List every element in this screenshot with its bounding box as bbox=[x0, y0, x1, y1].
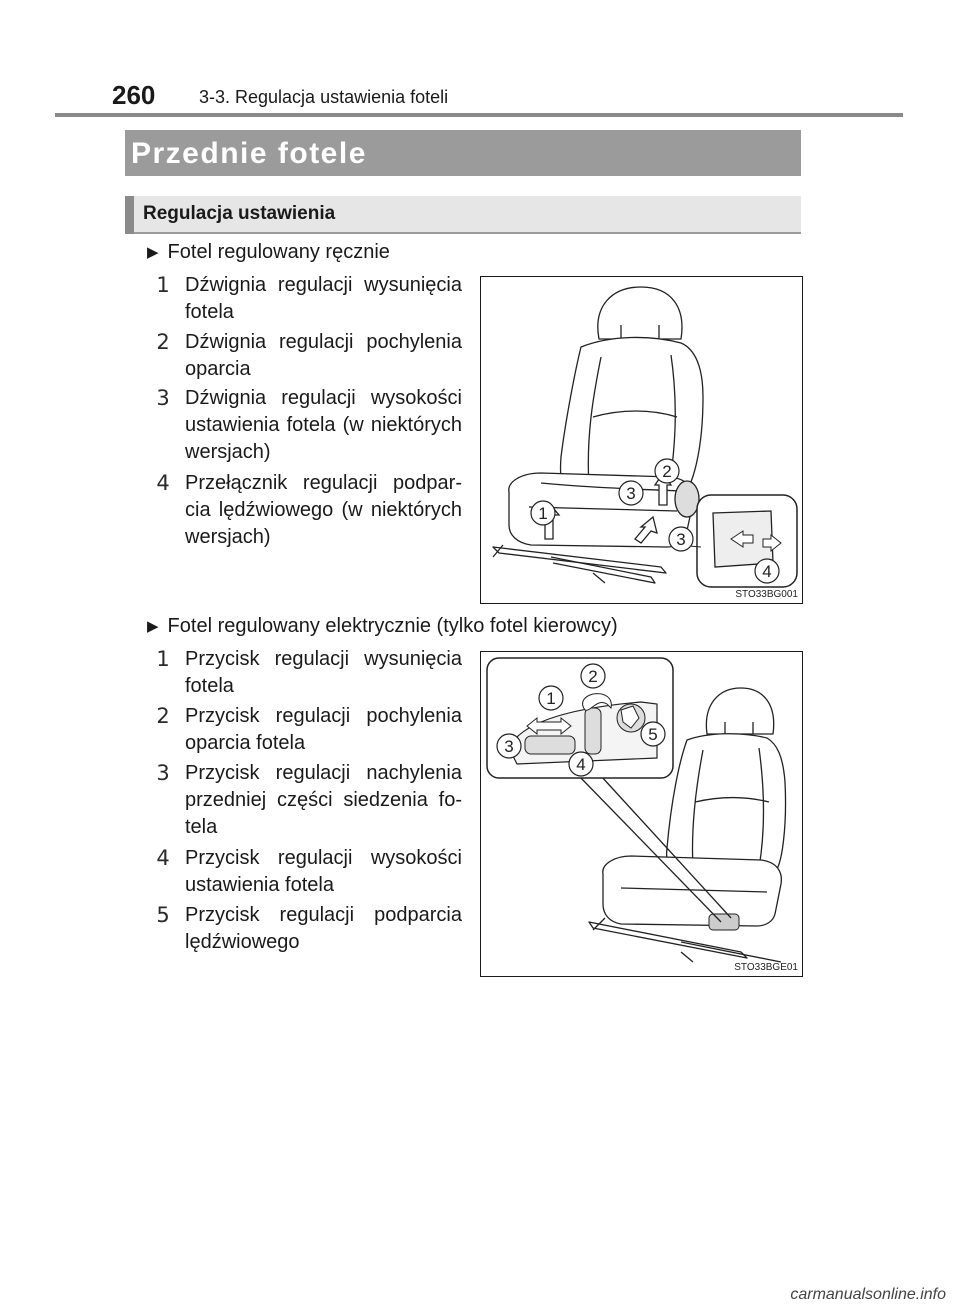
manual-seat-illustration bbox=[481, 277, 802, 603]
fig2-callout: 5 bbox=[648, 725, 658, 744]
fig2-callout: 1 bbox=[546, 689, 556, 708]
power-item-1 bbox=[150, 646, 462, 700]
callout-number: 3 bbox=[156, 761, 170, 785]
subtitle-accent bbox=[125, 196, 134, 234]
power-item-3 bbox=[150, 760, 462, 841]
callout-number: 5 bbox=[156, 903, 170, 927]
power-item-4 bbox=[150, 845, 462, 899]
manual-item-2 bbox=[150, 329, 462, 383]
manual-item-text: Dźwignia regulacji wysokości ustawienia fotela (w niektórych wersjach) bbox=[185, 387, 462, 463]
page-number: 260 bbox=[112, 80, 156, 110]
fig1-callout: 2 bbox=[662, 462, 672, 481]
manual-item-4 bbox=[150, 470, 462, 551]
manual-seat-figure bbox=[480, 276, 803, 604]
power-item-text: Przycisk regulacji wysokości ustawienia fotela bbox=[185, 847, 462, 896]
power-seat-heading-text: Fotel regulowany elektrycznie (tylko fotel kierowcy) bbox=[167, 615, 618, 637]
manual-item-3 bbox=[150, 385, 462, 466]
manual-item-text: Dźwignia regulacji wysunięcia fotela bbox=[185, 274, 462, 323]
power-item-2 bbox=[150, 703, 462, 757]
power-item-text: Przycisk regulacji pochylenia oparcia fotela bbox=[185, 705, 462, 754]
callout-number: 2 bbox=[156, 704, 170, 728]
power-item-5 bbox=[150, 902, 462, 956]
footer-watermark: carmanualsonline.info bbox=[790, 1286, 946, 1303]
power-item-text: Przycisk regulacji nachylenia przedniej części siedzenia fo-tela bbox=[185, 762, 462, 838]
manual-item-1 bbox=[150, 272, 462, 326]
fig1-callout: 3 bbox=[676, 530, 686, 549]
callout-number: 3 bbox=[156, 386, 170, 410]
callout-number: 1 bbox=[156, 273, 170, 297]
bullet-triangle-icon: ▶ bbox=[147, 618, 159, 635]
callout-number: 2 bbox=[156, 330, 170, 354]
header-rule bbox=[55, 113, 903, 117]
fig1-callout: 3 bbox=[626, 484, 636, 503]
fig2-callout: 2 bbox=[588, 667, 598, 686]
manual-seat-heading-text: Fotel regulowany ręcznie bbox=[167, 241, 390, 263]
figure-code: STO33BGE01 bbox=[734, 962, 798, 973]
power-item-text: Przycisk regulacji podparcia lędźwiowego bbox=[185, 904, 462, 953]
fig1-callout: 4 bbox=[762, 562, 772, 581]
fig1-callout: 1 bbox=[538, 504, 548, 523]
callout-number: 4 bbox=[156, 846, 170, 870]
callout-number: 4 bbox=[156, 471, 170, 495]
power-seat-illustration bbox=[481, 652, 802, 976]
page-title: Przednie fotele bbox=[131, 137, 367, 170]
manual-item-text: Dźwignia regulacji pochylenia oparcia bbox=[185, 331, 462, 380]
section-reference: 3-3. Regulacja ustawienia foteli bbox=[199, 87, 449, 107]
fig2-callout: 3 bbox=[504, 737, 514, 756]
power-seat-figure bbox=[480, 651, 803, 977]
bullet-triangle-icon: ▶ bbox=[147, 244, 159, 261]
manual-item-text: Przełącznik regulacji podpar-cia lędźwiowego (w niektórych wersjach) bbox=[185, 472, 462, 548]
callout-number: 1 bbox=[156, 647, 170, 671]
power-item-text: Przycisk regulacji wysunięcia fotela bbox=[185, 648, 462, 697]
manual-seat-heading bbox=[147, 241, 390, 264]
power-seat-heading bbox=[147, 615, 618, 638]
subtitle: Regulacja ustawienia bbox=[143, 203, 336, 224]
fig2-callout: 4 bbox=[576, 755, 586, 774]
figure-code: STO33BG001 bbox=[735, 589, 798, 600]
